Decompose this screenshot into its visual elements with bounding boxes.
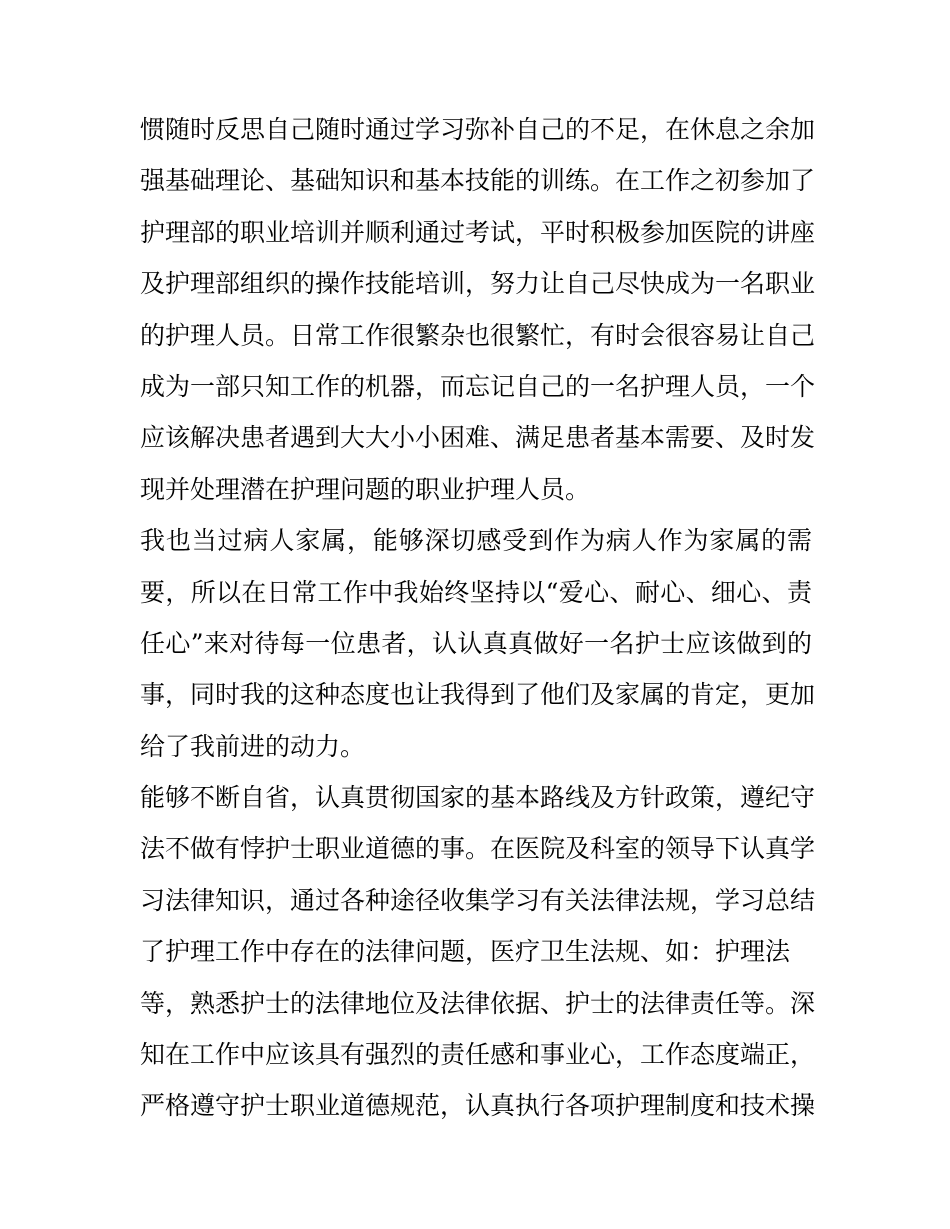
text-line: 事，同时我的这种态度也让我得到了他们及家属的肯定，更加 (140, 680, 816, 710)
text-line: 习法律知识，通过各种途径收集学习有关法律法规，学习总结 (140, 885, 816, 915)
text-line: 惯随时反思自己随时通过学习弥补自己的不足，在休息之余加 (140, 115, 816, 144)
text-line: 现并处理潜在护理问题的职业护理人员。 (140, 474, 591, 504)
text-line: 应该解决患者遇到大大小小困难、满足患者基本需要、及时发 (140, 423, 816, 453)
text-line: 给了我前进的动力。 (140, 731, 366, 761)
text-line: 严格遵守护士职业道德规范，认真执行各项护理制度和技术操 (140, 1091, 816, 1121)
document-body (140, 104, 816, 1132)
text-line: 能够不断自省，认真贯彻国家的基本路线及方针政策，遵纪守 (140, 783, 816, 813)
text-line: 法不做有悖护士职业道德的事。在医院及科室的领导下认真学 (140, 834, 816, 864)
text-line: 要，所以在日常工作中我始终坚持以“爱心、耐心、细心、责 (140, 577, 812, 607)
text-line: 等，熟悉护士的法律地位及法律依据、护士的法律责任等。深 (140, 988, 816, 1018)
text-line: 了护理工作中存在的法律问题，医疗卫生法规、如：护理法 (140, 937, 791, 967)
text-line: 任心”来对待每一位患者，认认真真做好一名护士应该做到的 (140, 628, 812, 658)
text-line: 我也当过病人家属，能够深切感受到作为病人作为家属的需 (140, 526, 812, 556)
text-line: 成为一部只知工作的机器，而忘记自己的一名护理人员，一个 (140, 371, 816, 401)
text-line: 知在工作中应该具有强烈的责任感和事业心，工作态度端正， (140, 1040, 816, 1070)
text-line: 及护理部组织的操作技能培训，努力让自己尽快成为一名职业 (140, 269, 816, 299)
text-line: 强基础理论、基础知识和基本技能的训练。在工作之初参加了 (140, 166, 816, 196)
text-line: 护理部的职业培训并顺利通过考试，平时积极参加医院的讲座 (140, 217, 816, 247)
text-line: 的护理人员。日常工作很繁杂也很繁忙，有时会很容易让自己 (140, 320, 816, 350)
